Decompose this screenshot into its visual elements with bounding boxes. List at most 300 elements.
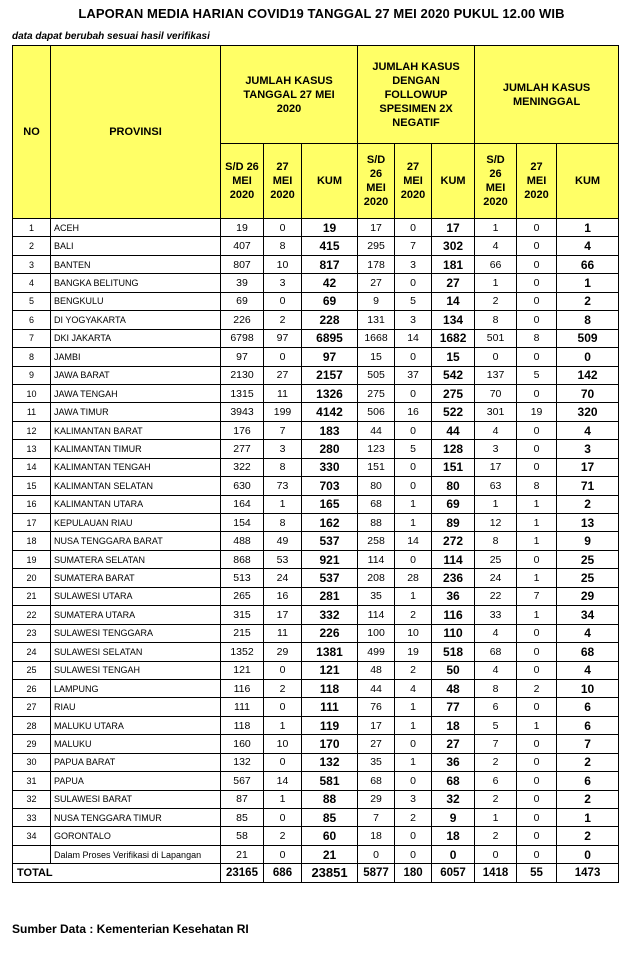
- cell-cases-today: 11: [264, 624, 302, 642]
- cell-cases-kum: 118: [302, 679, 358, 697]
- cell-deaths-today: 1: [517, 716, 557, 734]
- cell-deaths-sd: 8: [475, 532, 517, 550]
- cell-cases-kum: 121: [302, 661, 358, 679]
- cell-followup-kum: 302: [432, 237, 475, 255]
- cell-followup-sd: 44: [358, 679, 395, 697]
- cell-provinsi: MALUKU: [51, 735, 221, 753]
- cell-deaths-sd: 3: [475, 440, 517, 458]
- cell-deaths-sd: 4: [475, 237, 517, 255]
- cell-deaths-today: 19: [517, 403, 557, 421]
- cell-cases-today: 0: [264, 753, 302, 771]
- table-row: [13, 809, 619, 827]
- cell-no: [13, 845, 51, 863]
- cell-provinsi: KALIMANTAN TENGAH: [51, 458, 221, 476]
- cell-deaths-kum: 9: [557, 532, 619, 550]
- cell-followup-kum: 89: [432, 514, 475, 532]
- header-deaths-kum: KUM: [557, 144, 619, 219]
- cell-followup-today: 1: [395, 514, 432, 532]
- cell-followup-sd: 7: [358, 809, 395, 827]
- cell-no: 32: [13, 790, 51, 808]
- cell-provinsi: JAWA TIMUR: [51, 403, 221, 421]
- cell-cases-kum: 581: [302, 772, 358, 790]
- cell-followup-kum: 18: [432, 827, 475, 845]
- cell-deaths-kum: 6: [557, 716, 619, 734]
- cell-followup-kum: 134: [432, 311, 475, 329]
- cell-deaths-sd: 2: [475, 292, 517, 310]
- cell-no: 24: [13, 643, 51, 661]
- cell-deaths-kum: 7: [557, 735, 619, 753]
- cell-cases-sd: 868: [221, 550, 264, 568]
- total-cases-kum: 23851: [302, 864, 358, 882]
- cell-cases-kum: 330: [302, 458, 358, 476]
- cell-deaths-sd: 4: [475, 421, 517, 439]
- cell-deaths-kum: 6: [557, 698, 619, 716]
- cell-cases-kum: 88: [302, 790, 358, 808]
- cell-cases-kum: 60: [302, 827, 358, 845]
- cell-followup-today: 0: [395, 219, 432, 237]
- cell-no: 34: [13, 827, 51, 845]
- cell-cases-today: 2: [264, 311, 302, 329]
- cell-no: 22: [13, 606, 51, 624]
- cell-cases-kum: 280: [302, 440, 358, 458]
- table-row: [13, 735, 619, 753]
- cell-followup-today: 0: [395, 827, 432, 845]
- cell-provinsi: SULAWESI TENGGARA: [51, 624, 221, 642]
- cell-provinsi: BANGKA BELITUNG: [51, 274, 221, 292]
- cell-cases-kum: 183: [302, 421, 358, 439]
- table-row: [13, 569, 619, 587]
- table-row: [13, 311, 619, 329]
- cell-followup-sd: 505: [358, 366, 395, 384]
- cell-cases-sd: 176: [221, 421, 264, 439]
- cell-followup-kum: 27: [432, 274, 475, 292]
- cell-no: 5: [13, 292, 51, 310]
- cell-deaths-today: 8: [517, 329, 557, 347]
- table-row: [13, 495, 619, 513]
- cell-cases-today: 0: [264, 809, 302, 827]
- cell-provinsi: BENGKULU: [51, 292, 221, 310]
- cell-cases-kum: 69: [302, 292, 358, 310]
- cell-cases-today: 1: [264, 790, 302, 808]
- cell-followup-today: 0: [395, 845, 432, 863]
- header-cases-kum: KUM: [302, 144, 358, 219]
- header-deaths-today: 27 MEI 2020: [517, 144, 557, 219]
- cell-followup-sd: 100: [358, 624, 395, 642]
- cell-cases-sd: 315: [221, 606, 264, 624]
- cell-followup-sd: 80: [358, 477, 395, 495]
- cell-followup-kum: 15: [432, 348, 475, 366]
- cell-cases-sd: 488: [221, 532, 264, 550]
- covid-report-table: [12, 45, 619, 883]
- cell-deaths-kum: 4: [557, 421, 619, 439]
- cell-provinsi: KEPULAUAN RIAU: [51, 514, 221, 532]
- cell-no: 31: [13, 772, 51, 790]
- cell-cases-sd: 21: [221, 845, 264, 863]
- header-no: NO: [13, 46, 51, 219]
- cell-cases-sd: 87: [221, 790, 264, 808]
- cell-followup-sd: 88: [358, 514, 395, 532]
- cell-cases-kum: 165: [302, 495, 358, 513]
- total-cases-today: 686: [264, 864, 302, 882]
- table-row: [13, 753, 619, 771]
- cell-followup-sd: 258: [358, 532, 395, 550]
- cell-deaths-today: 1: [517, 495, 557, 513]
- cell-followup-today: 14: [395, 329, 432, 347]
- cell-followup-sd: 123: [358, 440, 395, 458]
- cell-cases-today: 1: [264, 495, 302, 513]
- table-row: [13, 458, 619, 476]
- cell-followup-today: 16: [395, 403, 432, 421]
- cell-followup-today: 5: [395, 292, 432, 310]
- cell-deaths-sd: 2: [475, 827, 517, 845]
- cell-deaths-sd: 25: [475, 550, 517, 568]
- cell-followup-today: 0: [395, 348, 432, 366]
- cell-deaths-sd: 4: [475, 661, 517, 679]
- cell-provinsi: MALUKU UTARA: [51, 716, 221, 734]
- cell-cases-sd: 121: [221, 661, 264, 679]
- table-row: [13, 716, 619, 734]
- cell-followup-kum: 18: [432, 716, 475, 734]
- cell-followup-sd: 76: [358, 698, 395, 716]
- cell-followup-kum: 542: [432, 366, 475, 384]
- table-row: [13, 624, 619, 642]
- cell-followup-kum: 36: [432, 587, 475, 605]
- cell-provinsi: PAPUA: [51, 772, 221, 790]
- cell-cases-today: 73: [264, 477, 302, 495]
- total-row: [13, 864, 619, 882]
- cell-deaths-sd: 8: [475, 311, 517, 329]
- cell-no: 8: [13, 348, 51, 366]
- cell-followup-sd: 178: [358, 255, 395, 273]
- table-row: [13, 421, 619, 439]
- cell-followup-kum: 151: [432, 458, 475, 476]
- cell-followup-kum: 17: [432, 219, 475, 237]
- cell-deaths-today: 0: [517, 550, 557, 568]
- header-followup-kum: KUM: [432, 144, 475, 219]
- cell-provinsi: DI YOGYAKARTA: [51, 311, 221, 329]
- table-row: [13, 403, 619, 421]
- cell-no: 18: [13, 532, 51, 550]
- page-title: LAPORAN MEDIA HARIAN COVID19 TANGGAL 27 MEI 2020 PUKUL 12.00 WIB: [78, 6, 565, 21]
- cell-deaths-today: 1: [517, 532, 557, 550]
- cell-followup-today: 0: [395, 735, 432, 753]
- header-group-deaths: JUMLAH KASUS MENINGGAL: [475, 46, 619, 144]
- cell-followup-kum: 27: [432, 735, 475, 753]
- cell-provinsi: SUMATERA BARAT: [51, 569, 221, 587]
- table-row: [13, 661, 619, 679]
- cell-followup-kum: 518: [432, 643, 475, 661]
- cell-cases-today: 199: [264, 403, 302, 421]
- cell-followup-today: 1: [395, 495, 432, 513]
- cell-cases-kum: 332: [302, 606, 358, 624]
- cell-deaths-kum: 3: [557, 440, 619, 458]
- cell-cases-sd: 2130: [221, 366, 264, 384]
- cell-provinsi: SULAWESI BARAT: [51, 790, 221, 808]
- cell-cases-kum: 817: [302, 255, 358, 273]
- cell-cases-today: 2: [264, 679, 302, 697]
- table-row: [13, 679, 619, 697]
- cell-deaths-today: 2: [517, 679, 557, 697]
- cell-cases-today: 27: [264, 366, 302, 384]
- cell-deaths-today: 0: [517, 753, 557, 771]
- cell-deaths-sd: 6: [475, 698, 517, 716]
- cell-deaths-today: 0: [517, 845, 557, 863]
- cell-cases-today: 0: [264, 698, 302, 716]
- cell-deaths-today: 0: [517, 219, 557, 237]
- cell-followup-sd: 506: [358, 403, 395, 421]
- cell-followup-today: 0: [395, 458, 432, 476]
- cell-cases-today: 2: [264, 827, 302, 845]
- cell-deaths-sd: 63: [475, 477, 517, 495]
- cell-deaths-kum: 25: [557, 550, 619, 568]
- cell-deaths-kum: 2: [557, 790, 619, 808]
- cell-cases-sd: 97: [221, 348, 264, 366]
- cell-followup-today: 2: [395, 809, 432, 827]
- table-row: [13, 292, 619, 310]
- cell-followup-today: 0: [395, 477, 432, 495]
- cell-deaths-kum: 1: [557, 219, 619, 237]
- cell-followup-today: 3: [395, 311, 432, 329]
- cell-deaths-kum: 142: [557, 366, 619, 384]
- data-source: Sumber Data : Kementerian Kesehatan RI: [12, 922, 249, 936]
- cell-cases-today: 8: [264, 458, 302, 476]
- cell-no: 6: [13, 311, 51, 329]
- header-deaths-sd: S/D 26 MEI 2020: [475, 144, 517, 219]
- page-subtitle: data dapat berubah sesuai hasil verifikasi: [12, 31, 210, 42]
- cell-deaths-sd: 2: [475, 753, 517, 771]
- table-row: [13, 237, 619, 255]
- header-provinsi: PROVINSI: [51, 46, 221, 219]
- cell-deaths-kum: 34: [557, 606, 619, 624]
- cell-deaths-today: 0: [517, 274, 557, 292]
- cell-deaths-sd: 301: [475, 403, 517, 421]
- cell-followup-today: 2: [395, 606, 432, 624]
- cell-followup-today: 4: [395, 679, 432, 697]
- cell-no: 27: [13, 698, 51, 716]
- cell-cases-today: 17: [264, 606, 302, 624]
- table-row: [13, 384, 619, 402]
- cell-provinsi: SULAWESI TENGAH: [51, 661, 221, 679]
- cell-deaths-today: 0: [517, 292, 557, 310]
- cell-deaths-sd: 70: [475, 384, 517, 402]
- cell-followup-kum: 272: [432, 532, 475, 550]
- cell-cases-sd: 630: [221, 477, 264, 495]
- cell-followup-today: 37: [395, 366, 432, 384]
- cell-deaths-today: 0: [517, 421, 557, 439]
- cell-cases-kum: 537: [302, 532, 358, 550]
- cell-deaths-sd: 7: [475, 735, 517, 753]
- cell-deaths-today: 0: [517, 237, 557, 255]
- table-row: [13, 606, 619, 624]
- cell-deaths-sd: 17: [475, 458, 517, 476]
- cell-cases-sd: 277: [221, 440, 264, 458]
- total-followup-kum: 6057: [432, 864, 475, 882]
- table-row: [13, 329, 619, 347]
- cell-deaths-sd: 1: [475, 809, 517, 827]
- cell-cases-sd: 513: [221, 569, 264, 587]
- cell-deaths-today: 1: [517, 606, 557, 624]
- cell-provinsi: GORONTALO: [51, 827, 221, 845]
- cell-followup-sd: 27: [358, 274, 395, 292]
- cell-followup-sd: 114: [358, 550, 395, 568]
- cell-cases-today: 0: [264, 348, 302, 366]
- cell-followup-kum: 32: [432, 790, 475, 808]
- total-followup-today: 180: [395, 864, 432, 882]
- cell-followup-sd: 17: [358, 219, 395, 237]
- cell-followup-today: 1: [395, 698, 432, 716]
- header-cases-today: 27 MEI 2020: [264, 144, 302, 219]
- cell-provinsi: BANTEN: [51, 255, 221, 273]
- cell-deaths-today: 0: [517, 458, 557, 476]
- cell-no: 14: [13, 458, 51, 476]
- cell-cases-today: 97: [264, 329, 302, 347]
- cell-no: 2: [13, 237, 51, 255]
- cell-followup-kum: 0: [432, 845, 475, 863]
- cell-cases-kum: 85: [302, 809, 358, 827]
- cell-deaths-sd: 6: [475, 772, 517, 790]
- cell-followup-sd: 15: [358, 348, 395, 366]
- cell-deaths-today: 0: [517, 809, 557, 827]
- cell-no: 13: [13, 440, 51, 458]
- table-row: [13, 348, 619, 366]
- cell-followup-today: 1: [395, 587, 432, 605]
- cell-provinsi: PAPUA BARAT: [51, 753, 221, 771]
- cell-cases-today: 8: [264, 514, 302, 532]
- cell-provinsi: NUSA TENGGARA BARAT: [51, 532, 221, 550]
- cell-cases-today: 0: [264, 845, 302, 863]
- cell-provinsi: LAMPUNG: [51, 679, 221, 697]
- cell-deaths-today: 7: [517, 587, 557, 605]
- cell-deaths-sd: 1: [475, 495, 517, 513]
- cell-followup-sd: 208: [358, 569, 395, 587]
- table-row: [13, 366, 619, 384]
- cell-no: 11: [13, 403, 51, 421]
- cell-followup-today: 19: [395, 643, 432, 661]
- cell-cases-today: 14: [264, 772, 302, 790]
- header-followup-sd: S/D 26 MEI 2020: [358, 144, 395, 219]
- cell-deaths-kum: 66: [557, 255, 619, 273]
- cell-deaths-today: 0: [517, 827, 557, 845]
- header-group-followup: JUMLAH KASUS DENGAN FOLLOWUP SPESIMEN 2X NEGATIF: [358, 46, 475, 144]
- cell-followup-today: 1: [395, 753, 432, 771]
- cell-cases-today: 8: [264, 237, 302, 255]
- cell-followup-sd: 131: [358, 311, 395, 329]
- cell-followup-sd: 68: [358, 772, 395, 790]
- table-body: [13, 219, 619, 883]
- cell-no: 25: [13, 661, 51, 679]
- cell-no: 12: [13, 421, 51, 439]
- cell-deaths-sd: 12: [475, 514, 517, 532]
- cell-no: 17: [13, 514, 51, 532]
- cell-cases-sd: 407: [221, 237, 264, 255]
- cell-no: 21: [13, 587, 51, 605]
- cell-followup-sd: 35: [358, 753, 395, 771]
- cell-provinsi: RIAU: [51, 698, 221, 716]
- cell-cases-sd: 567: [221, 772, 264, 790]
- cell-followup-kum: 110: [432, 624, 475, 642]
- cell-cases-kum: 19: [302, 219, 358, 237]
- cell-cases-today: 10: [264, 255, 302, 273]
- cell-cases-kum: 228: [302, 311, 358, 329]
- cell-followup-today: 1: [395, 716, 432, 734]
- cell-no: 28: [13, 716, 51, 734]
- cell-deaths-today: 0: [517, 440, 557, 458]
- cell-provinsi: KALIMANTAN BARAT: [51, 421, 221, 439]
- cell-cases-sd: 322: [221, 458, 264, 476]
- cell-followup-kum: 14: [432, 292, 475, 310]
- cell-followup-sd: 151: [358, 458, 395, 476]
- cell-deaths-today: 0: [517, 772, 557, 790]
- cell-no: 4: [13, 274, 51, 292]
- cell-deaths-today: 0: [517, 698, 557, 716]
- cell-deaths-today: 0: [517, 348, 557, 366]
- cell-followup-today: 0: [395, 384, 432, 402]
- table-row: [13, 698, 619, 716]
- cell-deaths-kum: 2: [557, 495, 619, 513]
- total-cases-sd: 23165: [221, 864, 264, 882]
- table-row: [13, 550, 619, 568]
- cell-followup-kum: 80: [432, 477, 475, 495]
- cell-provinsi: SUMATERA UTARA: [51, 606, 221, 624]
- cell-followup-kum: 44: [432, 421, 475, 439]
- total-deaths-sd: 1418: [475, 864, 517, 882]
- cell-followup-sd: 499: [358, 643, 395, 661]
- cell-deaths-sd: 5: [475, 716, 517, 734]
- cell-deaths-today: 8: [517, 477, 557, 495]
- cell-no: 7: [13, 329, 51, 347]
- cell-cases-today: 49: [264, 532, 302, 550]
- cell-followup-today: 14: [395, 532, 432, 550]
- cell-cases-today: 1: [264, 716, 302, 734]
- cell-deaths-today: 0: [517, 735, 557, 753]
- cell-deaths-today: 1: [517, 514, 557, 532]
- cell-followup-kum: 68: [432, 772, 475, 790]
- cell-deaths-today: 0: [517, 790, 557, 808]
- cell-followup-today: 0: [395, 421, 432, 439]
- cell-followup-kum: 69: [432, 495, 475, 513]
- cell-cases-kum: 111: [302, 698, 358, 716]
- cell-followup-kum: 77: [432, 698, 475, 716]
- cell-followup-sd: 17: [358, 716, 395, 734]
- total-deaths-today: 55: [517, 864, 557, 882]
- cell-deaths-sd: 0: [475, 845, 517, 863]
- cell-no: 33: [13, 809, 51, 827]
- cell-cases-sd: 6798: [221, 329, 264, 347]
- cell-followup-sd: 295: [358, 237, 395, 255]
- table-row: [13, 587, 619, 605]
- cell-provinsi: KALIMANTAN SELATAN: [51, 477, 221, 495]
- cell-cases-today: 0: [264, 219, 302, 237]
- cell-cases-sd: 132: [221, 753, 264, 771]
- cell-cases-kum: 2157: [302, 366, 358, 384]
- cell-followup-today: 0: [395, 772, 432, 790]
- cell-followup-kum: 522: [432, 403, 475, 421]
- cell-deaths-today: 0: [517, 255, 557, 273]
- cell-deaths-kum: 68: [557, 643, 619, 661]
- cell-followup-sd: 9: [358, 292, 395, 310]
- cell-followup-kum: 50: [432, 661, 475, 679]
- header-group-cases: JUMLAH KASUS TANGGAL 27 MEI 2020: [221, 46, 358, 144]
- cell-followup-kum: 236: [432, 569, 475, 587]
- cell-followup-sd: 48: [358, 661, 395, 679]
- cell-followup-today: 0: [395, 274, 432, 292]
- cell-cases-sd: 19: [221, 219, 264, 237]
- cell-deaths-kum: 4: [557, 237, 619, 255]
- table-row: [13, 845, 619, 863]
- cell-cases-sd: 160: [221, 735, 264, 753]
- cell-followup-today: 5: [395, 440, 432, 458]
- cell-no: 9: [13, 366, 51, 384]
